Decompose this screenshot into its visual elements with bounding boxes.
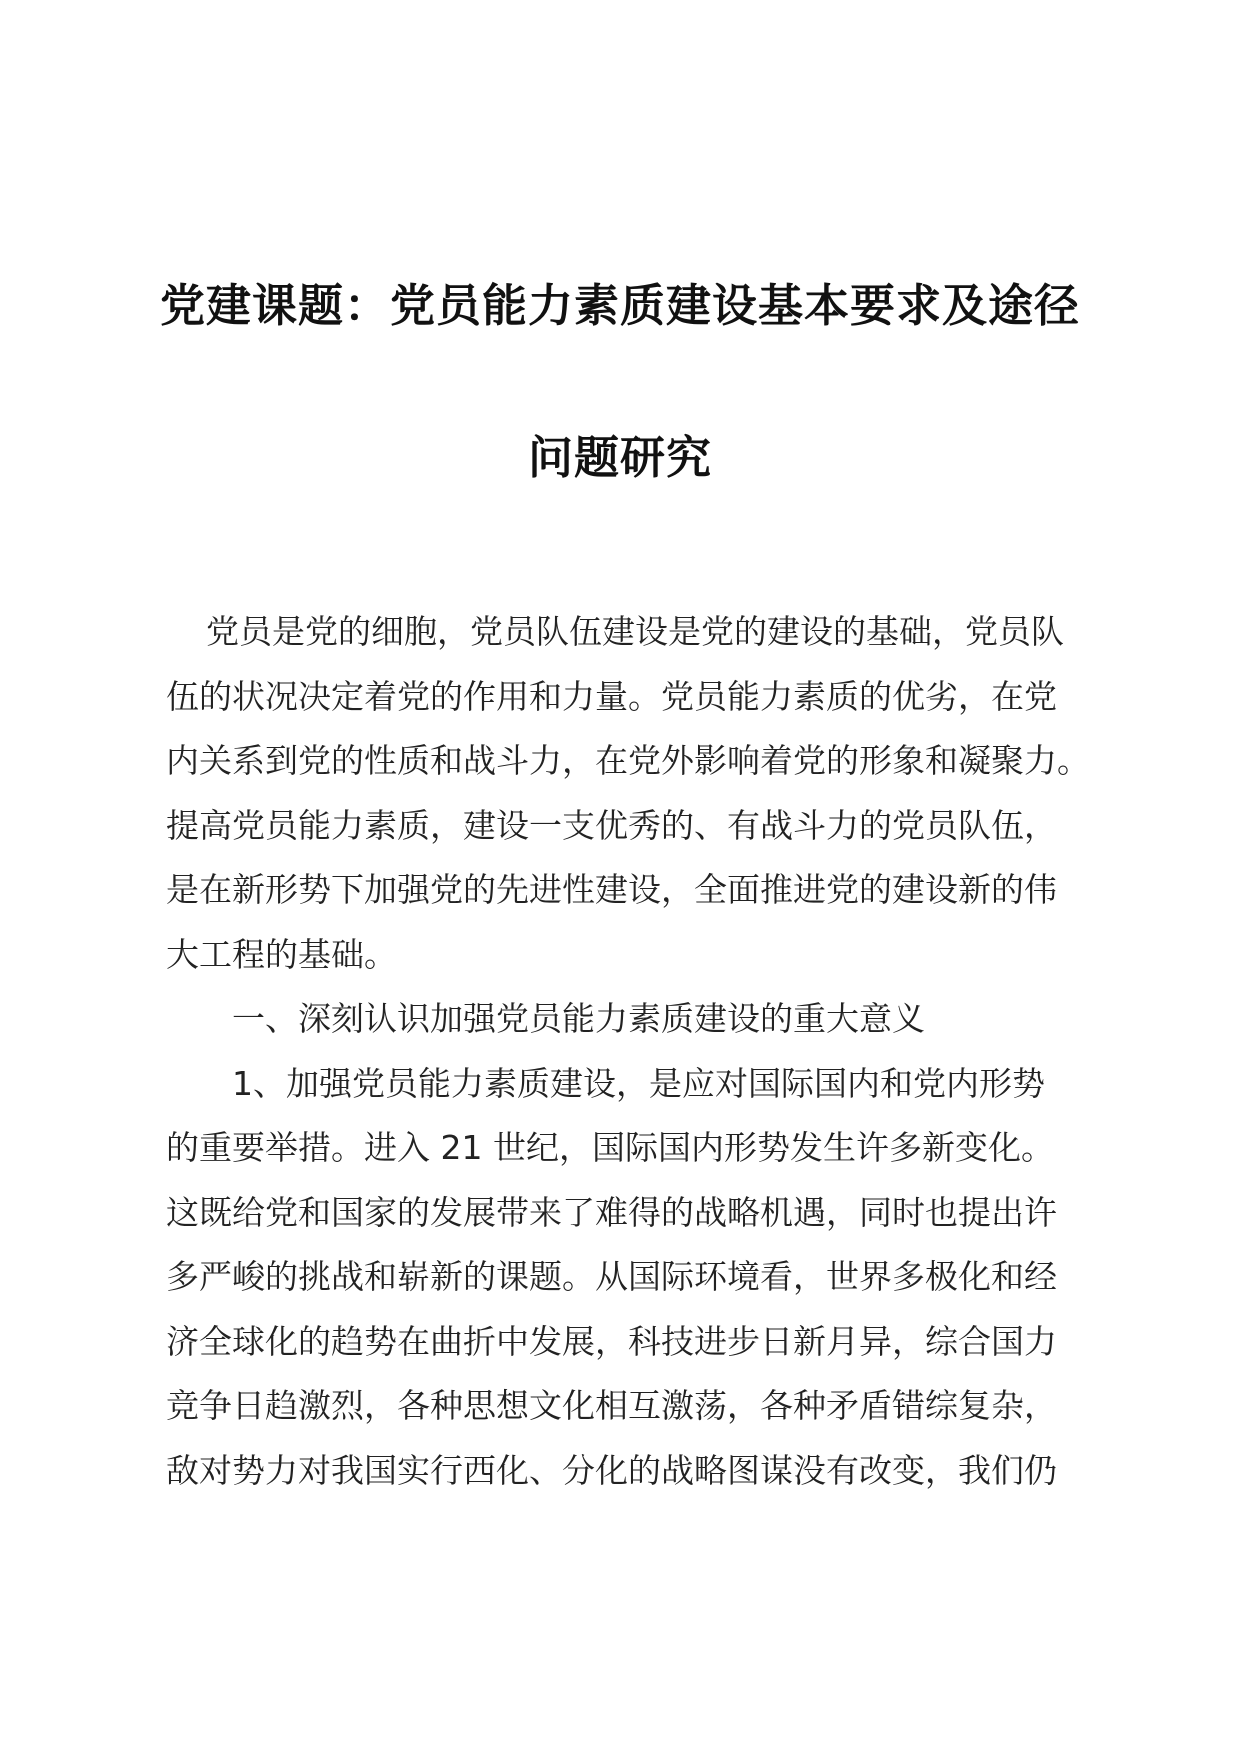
body-line: 伍的状况决定着党的作用和力量。党员能力素质的优劣，在党 [166, 676, 1057, 716]
body-line: 内关系到党的性质和战斗力，在党外影响着党的形象和凝聚力。 [166, 741, 1090, 780]
body-line: 多严峻的挑战和崭新的课题。从国际环境看，世界多极化和经 [166, 1257, 1057, 1296]
body-line: 的重要举措。进入 21 世纪，国际国内形势发生许多新变化。 [166, 1128, 1054, 1167]
body-line: 竞争日趋激烈，各种思想文化相互激荡，各种矛盾错综复杂， [166, 1386, 1057, 1425]
document-title-line-1: 党建课题：党员能力素质建设基本要求及途径 [160, 279, 1081, 332]
body-line: 1、加强党员能力素质建设，是应对国际国内和党内形势 [232, 1063, 1045, 1103]
section-heading: 一、深刻认识加强党员能力素质建设的重大意义 [232, 999, 925, 1038]
body-line: 敌对势力对我国实行西化、分化的战略图谋没有改变，我们仍 [166, 1450, 1057, 1490]
body-line: 是在新形势下加强党的先进性建设，全面推进党的建设新的伟 [166, 870, 1057, 909]
body-line: 济全球化的趋势在曲折中发展，科技进步日新月异，综合国力 [166, 1321, 1057, 1361]
body-line: 党员是党的细胞，党员队伍建设是党的建设的基础，党员队 [206, 612, 1064, 651]
document-body [166, 600, 1090, 1503]
document-title-line-2: 问题研究 [527, 431, 712, 484]
body-line: 大工程的基础。 [166, 934, 397, 974]
body-line: 提高党员能力素质，建设一支优秀的、有战斗力的党员队伍， [166, 805, 1057, 845]
body-line: 这既给党和国家的发展带来了难得的战略机遇，同时也提出许 [166, 1192, 1057, 1232]
